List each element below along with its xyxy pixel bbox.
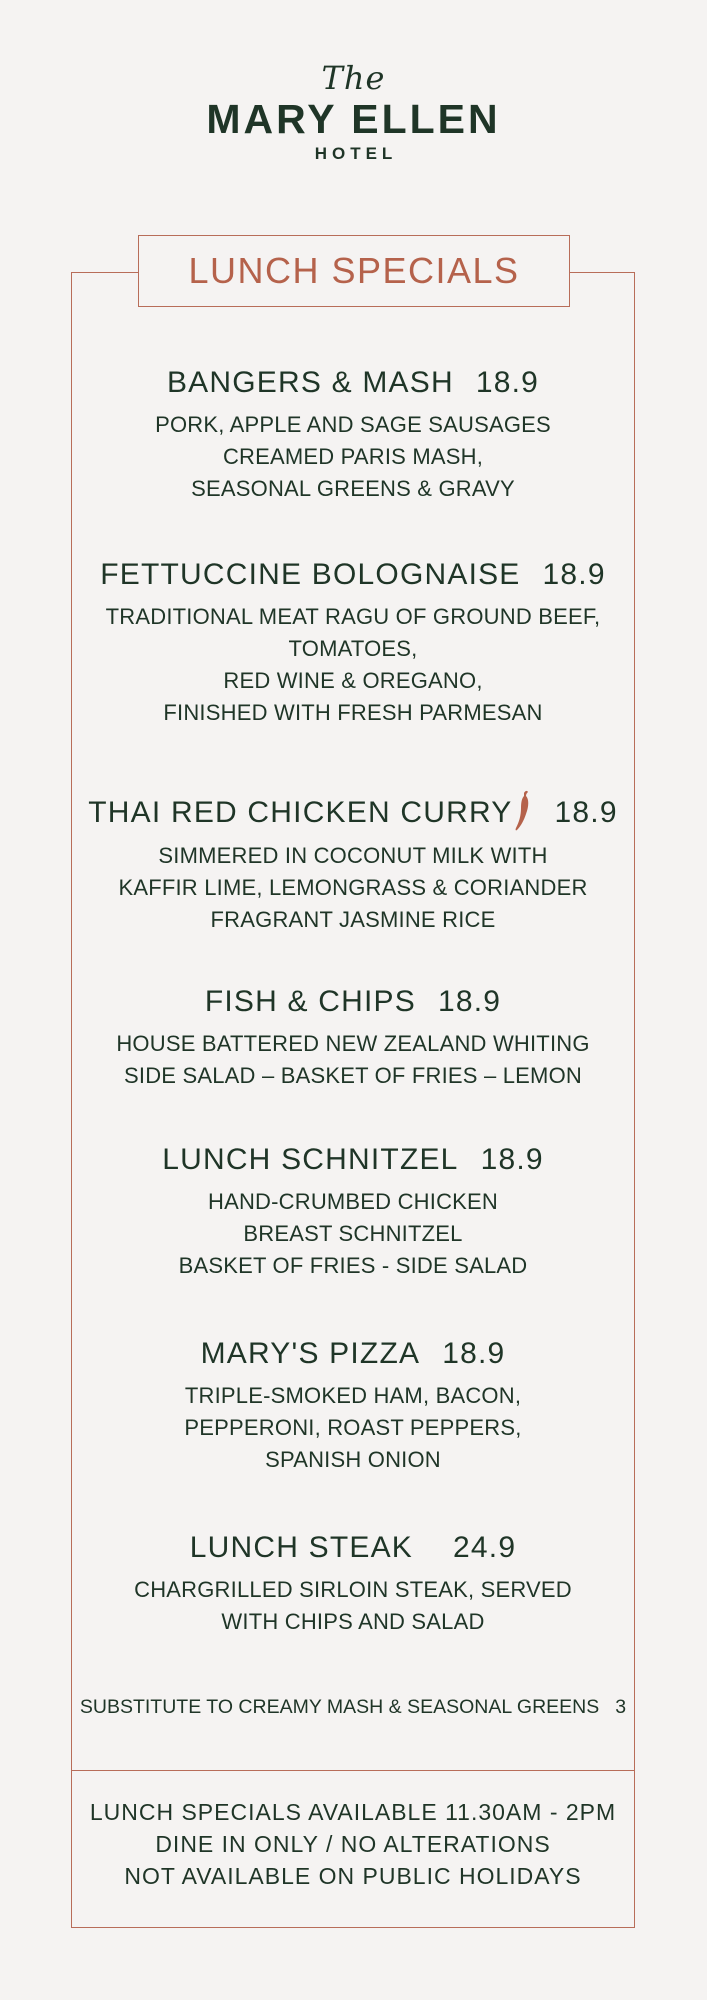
substitute-price: 3 [615,1696,627,1718]
item-desc-line: SEASONAL GREENS & GRAVY [191,476,515,501]
menu-item-lunch-steak [71,1530,635,1638]
menu-title: LUNCH SPECIALS [138,235,570,307]
item-name: MARY'S PIZZA [200,1337,421,1370]
item-desc-line: HAND-CRUMBED CHICKEN [207,1189,498,1214]
menu-frame [71,272,635,1928]
item-description [71,1380,635,1476]
item-heading [71,1336,635,1372]
availability-notes [71,1796,635,1892]
item-desc-line: TOMATOES, [288,636,418,661]
menu-item-thai-red-chicken-curry [71,790,635,936]
item-description [71,1186,635,1282]
item-price: 18.9 [554,796,618,829]
item-name: FETTUCCINE BOLOGNAISE [100,558,521,591]
menu-item-marys-pizza [71,1336,635,1476]
item-heading [71,1142,635,1178]
item-desc-line: SIDE SALAD – BASKET OF FRIES – LEMON [124,1063,582,1088]
item-desc-line: KAFFIR LIME, LEMONGRASS & CORIANDER [118,875,588,900]
logo-name: MARY ELLEN [206,96,501,142]
item-desc-line: CHARGRILLED SIRLOIN STEAK, SERVED [134,1577,572,1602]
logo-hotel: HOTEL [314,144,398,163]
item-heading [71,557,635,593]
item-price: 18.9 [542,558,606,591]
item-desc-line: SIMMERED IN COCONUT MILK WITH [158,843,548,868]
item-description [71,1574,635,1638]
menu-item-lunch-schnitzel [71,1142,635,1282]
item-name: BANGERS & MASH [166,366,454,399]
item-name: FISH & CHIPS [204,985,416,1018]
item-heading [71,365,635,401]
item-desc-line: RED WINE & OREGANO, [223,668,483,693]
item-heading [71,1530,635,1566]
item-desc-line: WITH CHIPS AND SALAD [221,1609,485,1634]
item-price: 24.9 [453,1531,517,1564]
item-heading [71,790,635,832]
item-price: 18.9 [480,1143,544,1176]
item-name: LUNCH SCHNITZEL [162,1143,459,1176]
logo-the: The [321,59,386,97]
item-name: THAI RED CHICKEN CURRY [88,796,513,829]
item-name: LUNCH STEAK [189,1531,414,1564]
item-desc-line: CREAMED PARIS MASH, [222,444,484,469]
item-price: 18.9 [437,985,502,1018]
item-description [71,1028,635,1092]
item-desc-line: TRIPLE-SMOKED HAM, BACON, [184,1383,522,1408]
availability-line: NOT AVAILABLE ON PUBLIC HOLIDAYS [124,1863,582,1889]
menu-item-bangers-mash [71,365,635,505]
menu-item-fettuccine-bolognaise [71,557,635,729]
item-price: 18.9 [442,1337,506,1370]
item-heading [71,984,635,1020]
item-desc-line: SPANISH ONION [265,1447,441,1472]
item-description [71,601,635,729]
item-desc-line: HOUSE BATTERED NEW ZEALAND WHITING [116,1031,590,1056]
item-desc-line: TRADITIONAL MEAT RAGU OF GROUND BEEF, [105,604,601,629]
item-desc-line: FRAGRANT JASMINE RICE [210,907,496,932]
substitute-note [71,1694,635,1720]
item-desc-line: PEPPERONI, ROAST PEPPERS, [184,1415,522,1440]
item-desc-line: FINISHED WITH FRESH PARMESAN [163,700,543,725]
item-desc-line: BREAST SCHNITZEL [243,1221,463,1246]
item-desc-line: BASKET OF FRIES - SIDE SALAD [178,1253,528,1278]
item-desc-line: PORK, APPLE AND SAGE SAUSAGES [155,412,551,437]
item-price: 18.9 [475,366,540,399]
menu-item-fish-chips [71,984,635,1092]
availability-line: LUNCH SPECIALS AVAILABLE 11.30AM - 2PM [89,1799,617,1825]
substitute-text: SUBSTITUTE TO CREAMY MASH & SEASONAL GREENS [79,1696,600,1718]
hotel-logo [0,60,707,165]
availability-line: DINE IN ONLY / NO ALTERATIONS [155,1831,551,1857]
chili-pepper-icon [515,790,533,832]
item-description [71,409,635,505]
footer-divider [71,1770,635,1771]
item-description [71,840,635,936]
